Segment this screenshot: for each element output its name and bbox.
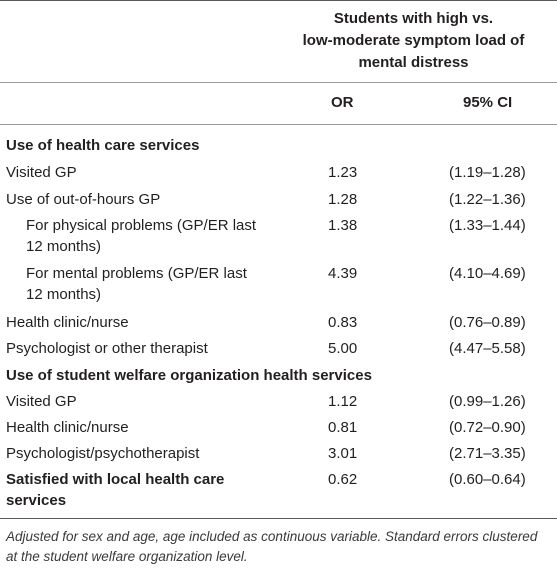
row-label: Use of health care services [6,137,200,154]
row-label: Use of out-of-hours GP [6,191,161,208]
ci-value: (1.33–1.44) [449,217,526,234]
or-value: 5.00 [328,340,358,357]
row-label-line-1: Satisfied with local health care [6,471,225,488]
row-label [26,215,276,257]
or-value: 3.01 [328,445,358,462]
row-label: Health clinic/nurse [6,419,129,436]
bottom-rule [0,518,557,519]
or-value: 0.62 [328,471,358,488]
ci-value: (4.10–4.69) [449,265,526,282]
row-label-line-2: 12 months) [26,286,102,303]
row-label: Use of student welfare organization health services [6,367,372,384]
ci-value: (1.19–1.28) [449,164,526,181]
table-footnote [6,527,554,567]
top-rule [0,0,557,1]
ci-value: (2.71–3.35) [449,445,526,462]
row-label: Psychologist/psychotherapist [6,445,200,462]
group-header-line-1: Students with high vs. [333,10,494,27]
footnote-line-2: at the student welfare organization level. [6,549,248,564]
row-label: Health clinic/nurse [6,314,129,331]
row-label [6,469,286,511]
row-label: Visited GP [6,393,77,410]
or-value: 1.12 [328,393,358,410]
or-value: 1.28 [328,191,358,208]
footnote-line-1: Adjusted for sex and age, age included as continuous variable. Standard errors clustered [6,529,538,544]
or-value: 0.83 [328,314,358,331]
ci-column-header: 95% CI [463,94,513,111]
or-column-header: OR [331,94,354,111]
row-label-line-2: services [6,492,67,509]
ci-value: (0.99–1.26) [449,393,526,410]
row-label-line-1: For mental problems (GP/ER last [26,265,247,282]
ci-value: (0.76–0.89) [449,314,526,331]
row-label [26,263,276,305]
or-value: 4.39 [328,265,358,282]
column-group-header [270,8,557,74]
ci-value: (0.72–0.90) [449,419,526,436]
ci-value: (4.47–5.58) [449,340,526,357]
column-header-rule [0,124,557,125]
row-label-line-2: 12 months) [26,238,102,255]
ci-value: (0.60–0.64) [449,471,526,488]
group-header-line-2: low-moderate symptom load of [302,32,525,49]
or-value: 0.81 [328,419,358,436]
row-label-line-1: For physical problems (GP/ER last [26,217,257,234]
group-header-rule [0,82,557,83]
row-label: Visited GP [6,164,77,181]
ci-value: (1.22–1.36) [449,191,526,208]
or-value: 1.23 [328,164,358,181]
row-label: Psychologist or other therapist [6,340,208,357]
or-value: 1.38 [328,217,358,234]
group-header-line-3: mental distress [358,54,469,71]
